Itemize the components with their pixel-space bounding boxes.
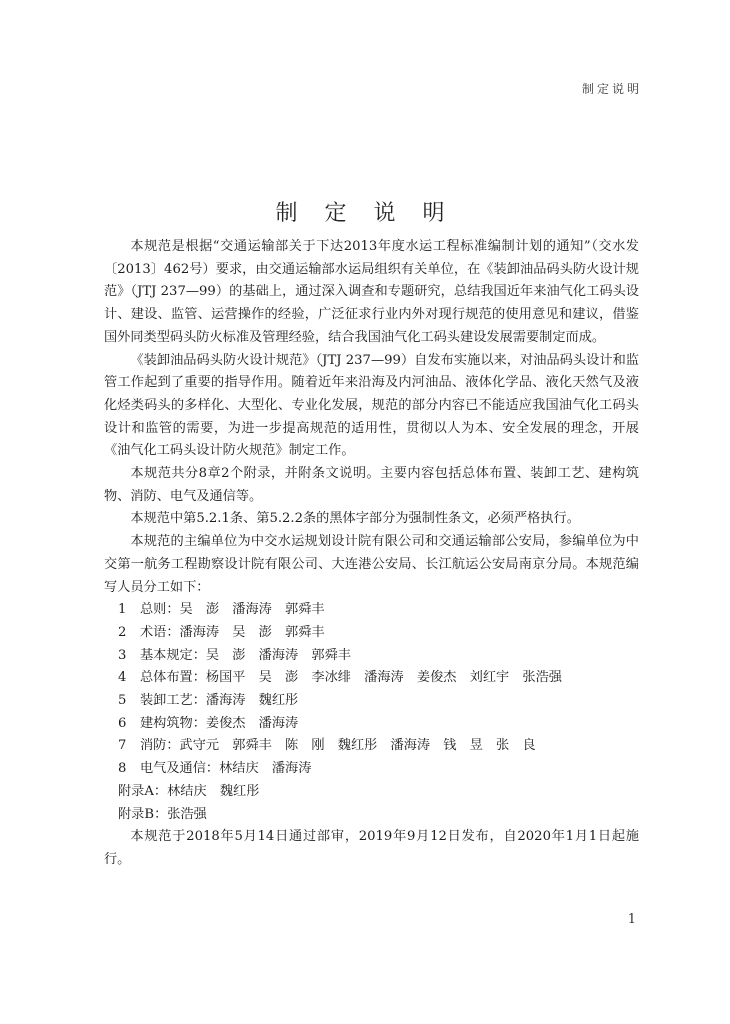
page-title: 制 定 说 明 bbox=[275, 201, 455, 226]
author-list bbox=[104, 599, 639, 826]
list-item: 6 建构筑物：姜俊杰 潘海涛 bbox=[118, 715, 299, 731]
list-item: 7 消防：武守元 郭舜丰 陈 刚 魏红彤 潘海涛 钱 昱 张 良 bbox=[118, 738, 536, 754]
list-item: 2 术语：潘海涛 吴 澎 郭舜丰 bbox=[118, 624, 325, 640]
paragraph-intro: 本规范是根据“交通运输部关于下达2013年度水运工程标准编制计划的通知”（交水发〔2013〕462号）要求，由交通运输部水运局组织有关单位，在《装卸油品码头防火设计规范》（JTJ 237—99）的基础上，通过深入调查和专题研究，总结我国近年来油气化工码头设计、建设、监管、运营操作的经验，广泛征求行业内外对现行规范的使用意见和建议，借鉴国外同类型码头防火标准及管理经验，结合我国油气化工码头建设发展需要制定而成。 bbox=[104, 239, 639, 345]
list-item: 8 电气及通信：林结庆 潘海涛 bbox=[118, 761, 312, 777]
page-number: 1 bbox=[627, 912, 636, 927]
document-body bbox=[104, 236, 639, 872]
paragraph-mandatory: 本规范中第5.2.1条、第5.2.2条的黑体字部分为强制性条文，必须严格执行。 bbox=[130, 511, 580, 527]
running-head: 制定说明 bbox=[581, 82, 642, 96]
paragraph-closing: 本规范于2018年5月14日通过部审，2019年9月12日发布，自2020年1月1日起施行。 bbox=[104, 829, 639, 867]
list-item: 1 总则：吴 澎 潘海涛 郭舜丰 bbox=[118, 602, 325, 618]
paragraph-history: 《装卸油品码头防火设计规范》（JTJ 237—99）自发布实施以来，对油品码头设计和监管工作起到了重要的指导作用。随着近年来沿海及内河油品、液体化学品、液化天然气及液化烃类码头的多样化、大型化、专业化发展，规范的部分内容已不能适应我国油气化工码头设计和监管的需要，为进一步提高规范的适用性，贯彻以人为本、安全发展的理念，开展《油气化工码头设计防火规范》制定工作。 bbox=[104, 352, 639, 459]
list-item: 5 装卸工艺：潘海涛 魏红彤 bbox=[118, 693, 299, 709]
appendix-item: 附录A：林结庆 魏红彤 bbox=[118, 783, 260, 799]
paragraph-structure: 本规范共分8章2个附录，并附条文说明。主要内容包括总体布置、装卸工艺、建构筑物、消防、电气及通信等。 bbox=[104, 466, 639, 504]
list-item: 3 基本规定：吴 澎 潘海涛 郭舜丰 bbox=[118, 647, 351, 663]
appendix-item: 附录B：张浩强 bbox=[118, 806, 207, 822]
paragraph-units: 本规范的主编单位为中交水运规划设计院有限公司和交通运输部公安局，参编单位为中交第一航务工程勘察设计院有限公司、大连港公安局、长江航运公安局南京分局。本规范编写人员分工如下： bbox=[104, 534, 639, 595]
list-item: 4 总体布置：杨国平 吴 澎 李冰绯 潘海涛 姜俊杰 刘红宇 张浩强 bbox=[118, 670, 562, 686]
